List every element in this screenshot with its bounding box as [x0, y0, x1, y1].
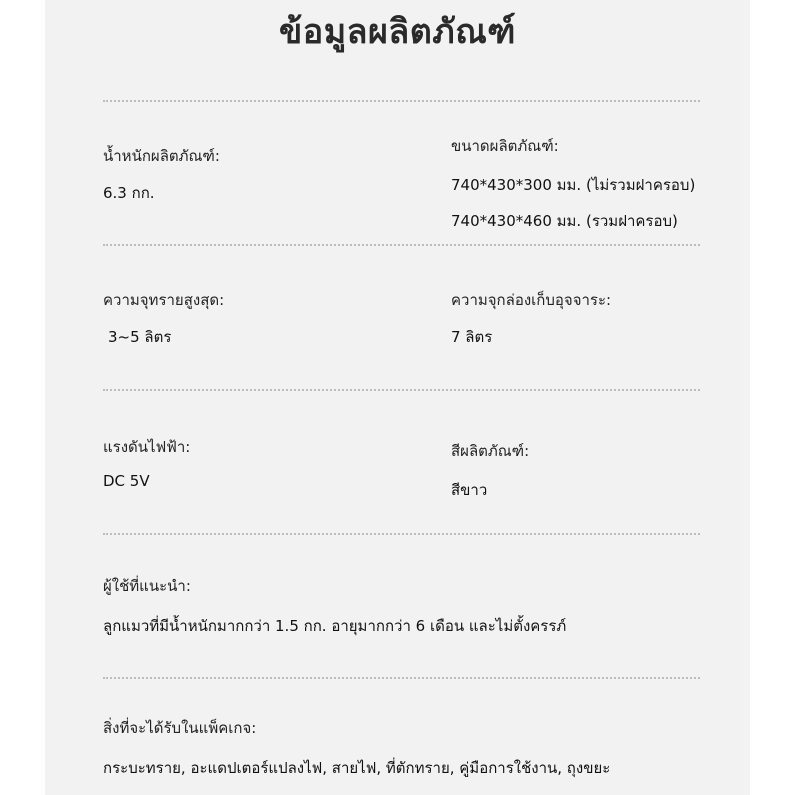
package-contents-value: กระบะทราย, อะแดปเตอร์แปลงไฟ, สายไฟ, ที่ตักทราย, คู่มือการใช้งาน, ถุงขยะ: [103, 759, 611, 777]
product-info-panel: [45, 0, 750, 795]
divider: [103, 244, 700, 246]
weight-label: น้ำหนักผลิตภัณฑ์:: [103, 147, 220, 165]
product-color-value: สีขาว: [451, 481, 488, 499]
recommended-users-label: ผู้ใช้ที่แนะนำ:: [103, 577, 191, 595]
waste-box-capacity-value: 7 ลิตร: [451, 328, 493, 346]
divider: [103, 100, 700, 102]
waste-box-capacity-label: ความจุกล่องเก็บอุจจาระ:: [451, 291, 612, 309]
page-title: ข้อมูลผลิตภัณฑ์: [279, 12, 516, 52]
max-sand-capacity-label: ความจุทรายสูงสุด:: [103, 291, 225, 309]
divider: [103, 389, 700, 391]
voltage-value: DC 5V: [103, 472, 150, 490]
package-contents-label: สิ่งที่จะได้รับในแพ็คเกจ:: [103, 719, 257, 737]
max-sand-capacity-value: 3~5 ลิตร: [108, 328, 172, 346]
weight-value: 6.3 กก.: [103, 184, 155, 202]
dimensions-value-without-cover: 740*430*300 มม. (ไม่รวมฝาครอบ): [451, 176, 696, 194]
dimensions-value-with-cover: 740*430*460 มม. (รวมฝาครอบ): [451, 212, 678, 230]
product-color-label: สีผลิตภัณฑ์:: [451, 442, 530, 460]
voltage-label: แรงดันไฟฟ้า:: [103, 438, 191, 456]
dimensions-label: ขนาดผลิตภัณฑ์:: [451, 137, 559, 155]
recommended-users-value: ลูกแมวที่มีน้ำหนักมากกว่า 1.5 กก. อายุมากกว่า 6 เดือน และไม่ตั้งครรภ์: [103, 617, 567, 635]
divider: [103, 533, 700, 535]
divider: [103, 677, 700, 679]
